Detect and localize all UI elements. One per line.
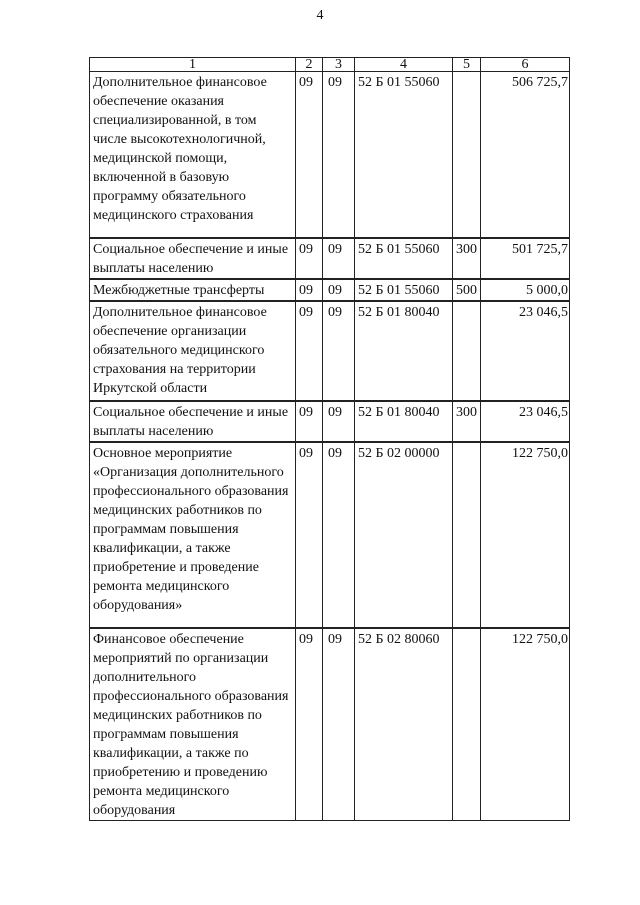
row-section: 09 (296, 238, 323, 279)
table-row (90, 238, 570, 279)
row-subsection: 09 (323, 301, 355, 401)
row-expense-type: 300 (453, 238, 481, 279)
row-amount: 122 750,0 (481, 628, 570, 821)
table-row (90, 401, 570, 442)
row-subsection: 09 (323, 628, 355, 821)
row-expense-type (453, 442, 481, 628)
row-name: Социальное обеспечение и иные выплаты населению (90, 238, 296, 279)
row-target-code: 52 Б 01 80040 (355, 301, 453, 401)
row-name: Основное мероприятие «Организация дополнительного профессионального образования медицинских работников по программам повышения квалификации, а также приобретение и проведение ремонта медицинского оборудования» (90, 442, 296, 628)
row-amount: 23 046,5 (481, 301, 570, 401)
row-target-code: 52 Б 02 80060 (355, 628, 453, 821)
row-target-code: 52 Б 01 55060 (355, 279, 453, 301)
col-header-5: 5 (453, 58, 481, 72)
row-expense-type (453, 301, 481, 401)
table-header-row (90, 58, 570, 72)
row-section: 09 (296, 401, 323, 442)
row-name: Финансовое обеспечение мероприятий по организации дополнительного профессионального образования медицинских работников по программам повышения квалификации, а также по приобретению и проведению ремонта медицинского оборудования (90, 628, 296, 821)
row-target-code: 52 Б 01 55060 (355, 72, 453, 238)
table-row (90, 628, 570, 821)
budget-table (89, 57, 570, 821)
table-row (90, 442, 570, 628)
row-name: Дополнительное финансовое обеспечение оказания специализированной, в том числе высокотехнологичной, медицинской помощи, включенной в базовую программу обязательного медицинского страхования (90, 72, 296, 238)
row-subsection: 09 (323, 72, 355, 238)
col-header-4: 4 (355, 58, 453, 72)
row-expense-type (453, 628, 481, 821)
row-amount: 501 725,7 (481, 238, 570, 279)
page-number: 4 (316, 8, 324, 23)
row-section: 09 (296, 301, 323, 401)
row-target-code: 52 Б 01 55060 (355, 238, 453, 279)
col-header-2: 2 (296, 58, 323, 72)
row-amount: 5 000,0 (481, 279, 570, 301)
col-header-3: 3 (323, 58, 355, 72)
col-header-1: 1 (90, 58, 296, 72)
row-subsection: 09 (323, 401, 355, 442)
row-subsection: 09 (323, 238, 355, 279)
col-header-6: 6 (481, 58, 570, 72)
table-row (90, 279, 570, 301)
row-amount: 23 046,5 (481, 401, 570, 442)
table-row (90, 72, 570, 238)
table-row (90, 301, 570, 401)
row-expense-type (453, 72, 481, 238)
row-section: 09 (296, 72, 323, 238)
row-section: 09 (296, 279, 323, 301)
row-section: 09 (296, 628, 323, 821)
row-section: 09 (296, 442, 323, 628)
row-subsection: 09 (323, 442, 355, 628)
row-amount: 506 725,7 (481, 72, 570, 238)
row-target-code: 52 Б 01 80040 (355, 401, 453, 442)
row-name: Дополнительное финансовое обеспечение организации обязательного медицинского страхования на территории Иркутской области (90, 301, 296, 401)
row-name: Межбюджетные трансферты (90, 279, 296, 301)
row-expense-type: 500 (453, 279, 481, 301)
row-target-code: 52 Б 02 00000 (355, 442, 453, 628)
row-amount: 122 750,0 (481, 442, 570, 628)
row-name: Социальное обеспечение и иные выплаты населению (90, 401, 296, 442)
row-expense-type: 300 (453, 401, 481, 442)
row-subsection: 09 (323, 279, 355, 301)
